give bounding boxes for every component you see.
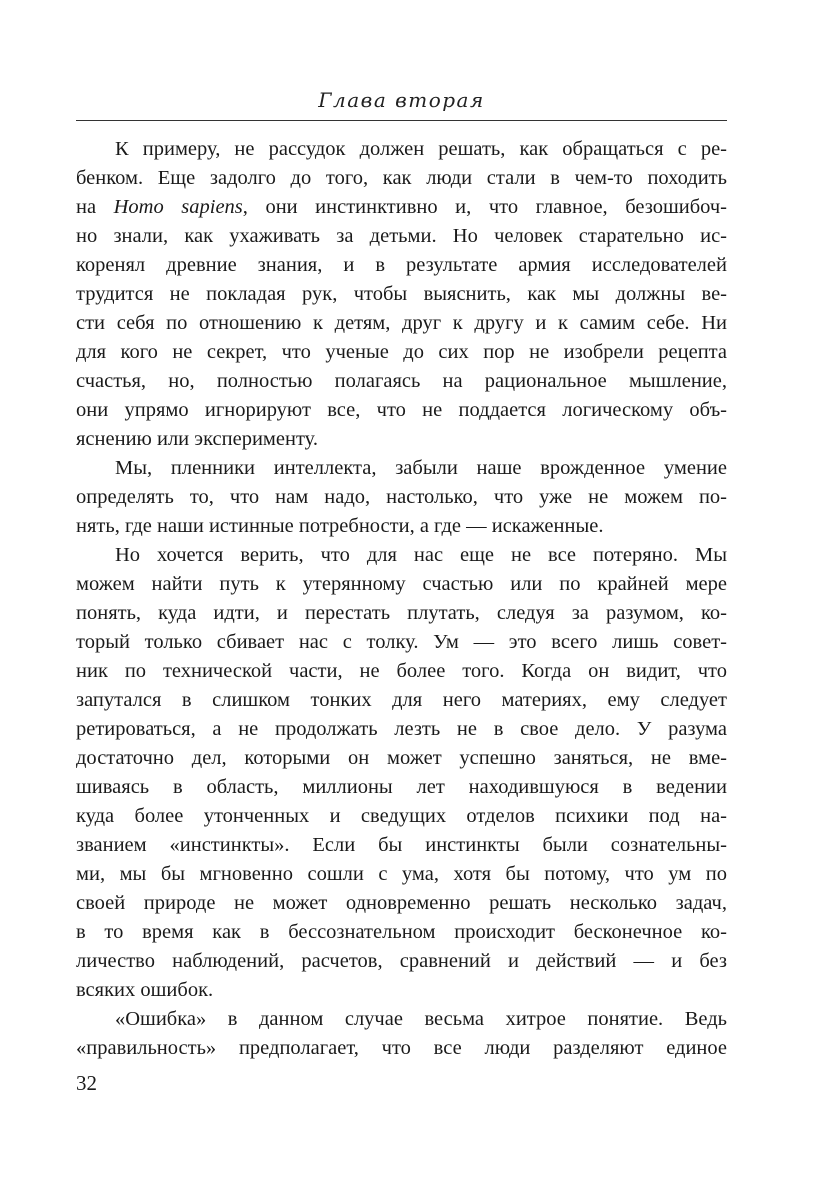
text-line: счастья, но, полностью полагаясь на рациональное мышление, (76, 370, 727, 392)
text-line: нять, где наши истинные потребности, а где — искаженные. (76, 515, 604, 537)
text-line: на Homo sapiens, они инстинктивно и, что главное, безошибоч- (76, 196, 727, 218)
text-line: для кого не секрет, что ученые до сих пор не изобрели рецепта (76, 341, 727, 363)
text-line: они упрямо игнорируют все, что не поддается логическому объ- (76, 399, 727, 421)
text-line: бенком. Еще задолго до того, как люди стали в чем-то походить (76, 167, 727, 189)
text-line: «Ошибка» в данном случае весьма хитрое понятие. Ведь (115, 1008, 727, 1030)
text-line: запутался в слишком тонких для него материях, ему следует (76, 689, 727, 711)
text-line: куда более утонченных и сведущих отделов психики под на- (76, 805, 727, 827)
text-line: званием «инстинкты». Если бы инстинкты были сознательны- (76, 834, 727, 856)
text-line: всяких ошибок. (76, 979, 214, 1001)
text-line: ми, мы бы мгновенно сошли с ума, хотя бы потому, что ум по (76, 863, 727, 885)
text-line: но знали, как ухаживать за детьми. Но человек старательно ис- (76, 225, 727, 247)
text-line: торый только сбивает нас с толку. Ум — это всего лишь совет- (76, 631, 727, 653)
text-line: «правильность» предполагает, что все люди разделяют единое (76, 1037, 727, 1059)
text-line: личество наблюдений, расчетов, сравнений и действий — и без (76, 950, 727, 972)
text-line: трудится не покладая рук, чтобы выяснить, как мы должны ве- (76, 283, 727, 305)
text-line: ник по технической части, не более того. Когда он видит, что (76, 660, 727, 682)
text-line: определять то, что нам надо, настолько, что уже не можем по- (76, 486, 727, 508)
text-line: ретироваться, а не продолжать лезть не в свое дело. У разума (76, 718, 727, 740)
text-line: в то время как в бессознательном происходит бесконечное ко- (76, 921, 727, 943)
page-number: 32 (76, 1071, 97, 1095)
text-line: сти себя по отношению к детям, друг к другу и к самим себе. Ни (76, 312, 727, 334)
running-header: Глава вторая (318, 88, 485, 112)
text-line: можем найти путь к утерянному счастью или по крайней мере (76, 573, 727, 595)
text-line: яснению или эксперименту. (76, 428, 318, 450)
text-line: Но хочется верить, что для нас еще не все потеряно. Мы (115, 544, 727, 566)
text-line: коренял древние знания, и в результате армия исследователей (76, 254, 727, 276)
text-line: своей природе не может одновременно решать несколько задач, (76, 892, 727, 914)
body-text (76, 135, 727, 1063)
text-line: К примеру, не рассудок должен решать, как обращаться с ре- (115, 138, 727, 160)
text-line: понять, куда идти, и перестать плутать, следуя за разумом, ко- (76, 602, 727, 624)
text-line: шиваясь в область, миллионы лет находившуюся в ведении (76, 776, 727, 798)
text-line: Мы, пленники интеллекта, забыли наше врожденное умение (115, 457, 727, 479)
text-line: достаточно дел, которыми он может успешно заняться, не вме- (76, 747, 727, 769)
header-rule (76, 120, 727, 121)
